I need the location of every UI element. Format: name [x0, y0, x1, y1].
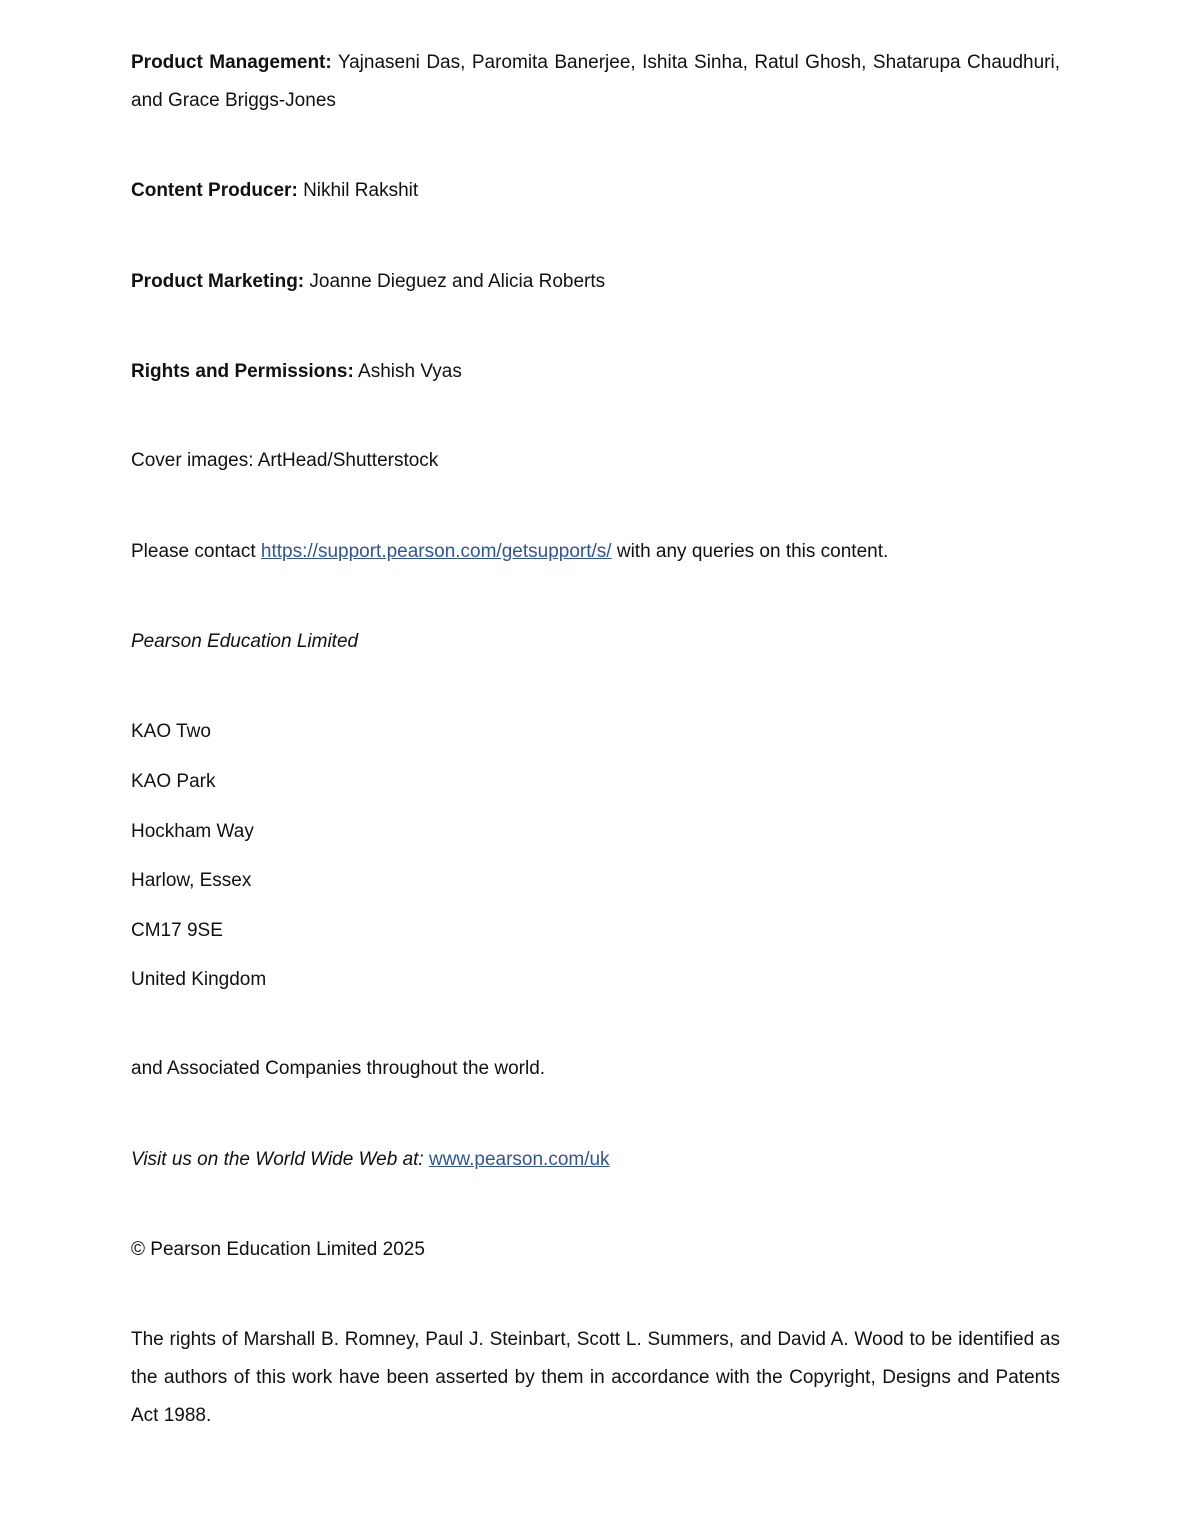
associated-companies: and Associated Companies throughout the world. — [131, 1058, 546, 1079]
content-producer-value: Nikhil Rakshit — [303, 180, 419, 201]
copyright-notice: © Pearson Education Limited 2025 — [131, 1239, 425, 1260]
product-management-line-2: and Grace Briggs-Jones — [131, 90, 336, 111]
product-marketing-value: Joanne Dieguez and Alicia Roberts — [309, 271, 606, 292]
contact-prefix: Please contact — [131, 541, 256, 562]
product-management-line-1 — [131, 51, 1060, 75]
address-line-3: Hockham Way — [131, 821, 254, 842]
publisher-name-text: Pearson Education Limited — [131, 631, 359, 652]
address-line-5: CM17 9SE — [131, 920, 223, 941]
product-marketing — [131, 270, 1060, 294]
contact-suffix: with any queries on this content. — [616, 541, 889, 562]
address-line-4: Harlow, Essex — [131, 870, 252, 891]
publisher-name — [131, 630, 1060, 654]
address-line-6: United Kingdom — [131, 969, 267, 990]
contact-line — [131, 540, 1060, 564]
address-line-2: KAO Park — [131, 771, 216, 792]
rights-permissions-value: Ashish Vyas — [358, 361, 462, 382]
product-marketing-label: Product Marketing: — [131, 271, 305, 292]
rights-statement-line-2: the authors of this work have been asserted by them in accordance with the Copyright, Designs and Patents — [131, 1367, 1060, 1388]
pearson-uk-link[interactable]: www.pearson.com/uk — [428, 1149, 610, 1170]
content-producer-label: Content Producer: — [131, 180, 298, 201]
web-label: Visit us on the World Wide Web at: — [131, 1149, 424, 1170]
product-management-label: Product Management: — [131, 52, 332, 73]
support-link[interactable]: https://support.pearson.com/getsupport/s/ — [260, 541, 612, 562]
product-management-names: Yajnaseni Das, Paromita Banerjee, Ishita Sinha, Ratul Ghosh, Shatarupa Chaudhuri, — [337, 52, 1060, 73]
address-line-1: KAO Two — [131, 721, 211, 742]
rights-statement-line-3: Act 1988. — [131, 1405, 212, 1426]
cover-images-credit: Cover images: ArtHead/Shutterstock — [131, 450, 439, 471]
rights-permissions-label: Rights and Permissions: — [131, 361, 354, 382]
rights-permissions — [131, 360, 1060, 384]
web-line — [131, 1148, 1060, 1172]
rights-statement-line-1: The rights of Marshall B. Romney, Paul J. Steinbart, Scott L. Summers, and David A. Wood to be identified as — [131, 1329, 1060, 1350]
content-producer — [131, 179, 1060, 203]
